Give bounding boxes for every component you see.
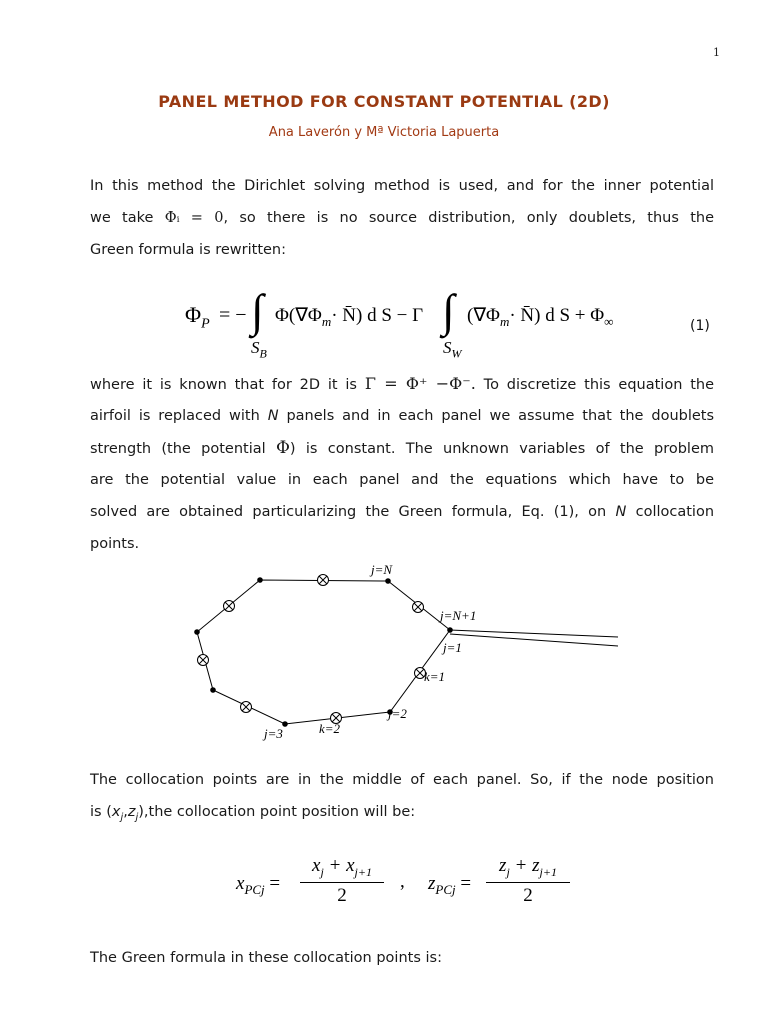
eq1-int1-lower: S [251, 338, 260, 357]
eq2-lhs-x-sub: PCj [244, 881, 265, 897]
eq2-num-z-sub2: j+1 [539, 864, 557, 879]
paper-authors: Ana Laverón y Mª Victoria Lapuerta [268, 125, 500, 140]
para3-line-1: The collocation points are in the middle of each panel. So, if the node position [90, 772, 714, 788]
node-z-sub: j [135, 811, 139, 823]
eq2-num-zplus: + z [509, 855, 540, 876]
node-dot [257, 577, 263, 583]
para2-line-5 [90, 496, 714, 528]
eq1-int2-lower-sub: W [451, 346, 462, 361]
eq1-equals: = − [219, 304, 247, 326]
label-jN1: j=N+1 [440, 608, 477, 623]
eq1-int2-body2: · N̄) d S + Φ [509, 305, 605, 326]
para2-line-1 [90, 368, 714, 400]
eq1-int1-lower-sub: B [259, 346, 267, 361]
intro-line-2-pre: we take [90, 210, 154, 226]
label-j1: j=1 [443, 640, 462, 655]
para2-line-2 [90, 400, 714, 432]
eq1-int1-body2: · N̄) d S − Γ [331, 305, 424, 326]
eq1-int1-body-sub: m [321, 313, 332, 329]
label-j2: j=2 [388, 706, 407, 721]
label-k1: k=1 [424, 669, 446, 684]
para2-line-5-post: collocation [635, 504, 715, 520]
para2-line-2-pre: airfoil is replaced with [90, 408, 260, 424]
potential-phi-math: Φ [275, 438, 290, 458]
label-j3: j=3 [264, 726, 283, 741]
para2-line-6: points. [90, 536, 140, 552]
node-comma: , [123, 804, 128, 820]
eq2-lhs-z: z [428, 873, 436, 894]
collocation-point-icon [318, 575, 329, 586]
eq1-int1-body: Φ(∇Φ [275, 305, 322, 326]
eq1-infinity: ∞ [604, 313, 614, 329]
para2-line-1-post: To discretize this equation the [483, 377, 715, 393]
eq1-int2-body-sub: m [499, 313, 510, 329]
node-dot [194, 629, 200, 635]
eq2-num-plus: + x [323, 855, 355, 876]
intro-line-1: In this method the Dirichlet solving method is used, and for the inner potential [90, 178, 714, 194]
eq2-den-x: 2 [337, 884, 347, 906]
panel-figure [0, 555, 768, 750]
collocation-point-icon [413, 602, 424, 613]
node-dot [385, 578, 391, 584]
eq2-num-x: x [312, 855, 321, 876]
collocation-point-icon [224, 601, 235, 612]
eq2-num-z-sub1: j [506, 864, 510, 879]
para2-line-1-pre: where it is known that for 2D it is [90, 377, 357, 393]
equation-2: $x_{PCj}$ = $\frac{x_j + x_{j+1}}{2}$ , $z_{PCj}$ = $\frac{z_j + z_{j+1}}{2}$ [236, 855, 576, 915]
inner-potential-math: Φᵢ = 0 [164, 210, 224, 226]
airfoil-polygon [197, 580, 450, 724]
eq2-lhs-z-sub: PCj [435, 881, 456, 897]
para2-line-5-pre: solved are obtained particularizing the Green formula, Eq. (1), on [90, 504, 607, 520]
node-x-sub: j [120, 811, 124, 823]
eq2-fraction-x [300, 855, 384, 907]
para4-line-1: The Green formula in these collocation points is: [90, 950, 442, 966]
circulation-math: Γ = Φ⁺ −Φ⁻. [364, 374, 476, 393]
panel-count-N: N [267, 408, 279, 424]
intro-line-2-post: , so there is no source distribution, only doublets, thus the [223, 210, 714, 226]
para3-line-2-pre: is ( [90, 804, 112, 820]
page-number: 1 [713, 46, 720, 59]
eq1-lhs: Φ [185, 302, 202, 327]
intro-line-2 [90, 202, 714, 234]
intro-line-3: Green formula is rewritten: [90, 242, 287, 258]
eq1-int2-lower: S [443, 338, 452, 357]
collocation-points [198, 575, 426, 724]
paper-title: PANEL METHOD FOR CONSTANT POTENTIAL (2D) [158, 92, 610, 111]
para3-line-2 [90, 796, 714, 828]
equation-1 [185, 285, 665, 366]
node-x: x [111, 804, 121, 820]
equation-1-number: (1) [690, 318, 710, 334]
para3-line-2-post: ),the collocation point position will be: [138, 804, 416, 820]
eq2-fraction-z [486, 855, 570, 907]
panel-nodes [194, 577, 453, 727]
para2-line-3-pre: strength (the potential [90, 441, 266, 457]
eq1-lhs-sub: P [201, 316, 210, 332]
para2-line-3-post: ) is constant. The unknown variables of the problem [289, 441, 714, 457]
eq2-den-z: 2 [523, 884, 533, 906]
integral-2-icon: ∫ [442, 285, 455, 336]
eq2-separator: , [400, 871, 405, 892]
label-k2: k=2 [319, 721, 341, 736]
node-dot [282, 721, 288, 727]
intro-paragraph [90, 170, 714, 266]
eq2-num-z: z [499, 855, 507, 876]
eq2-num-x-sub2: j+1 [354, 864, 372, 879]
eq2-num-x-sub1: j [320, 864, 324, 879]
eq1-int2-body: (∇Φ [467, 305, 500, 326]
collocation-point-icon [241, 702, 252, 713]
node-dot [210, 687, 216, 693]
para2-line-3 [90, 432, 714, 464]
collocation-count-N: N [615, 504, 627, 520]
wake-lines [450, 630, 618, 646]
para2-line-4: are the potential value in each panel and the equations which have to be [90, 472, 714, 488]
node-dot [447, 627, 453, 633]
para2-line-2-post: panels and in each panel we assume that the doublets [286, 408, 715, 424]
discretization-paragraph [90, 368, 714, 560]
node-z: z [127, 804, 136, 820]
label-jN: j=N [371, 562, 393, 577]
green-paragraph [90, 942, 714, 974]
collocation-paragraph [90, 764, 714, 828]
eq2-lhs-x: x [236, 873, 245, 894]
integral-1-icon: ∫ [251, 285, 264, 336]
collocation-point-icon [198, 655, 209, 666]
